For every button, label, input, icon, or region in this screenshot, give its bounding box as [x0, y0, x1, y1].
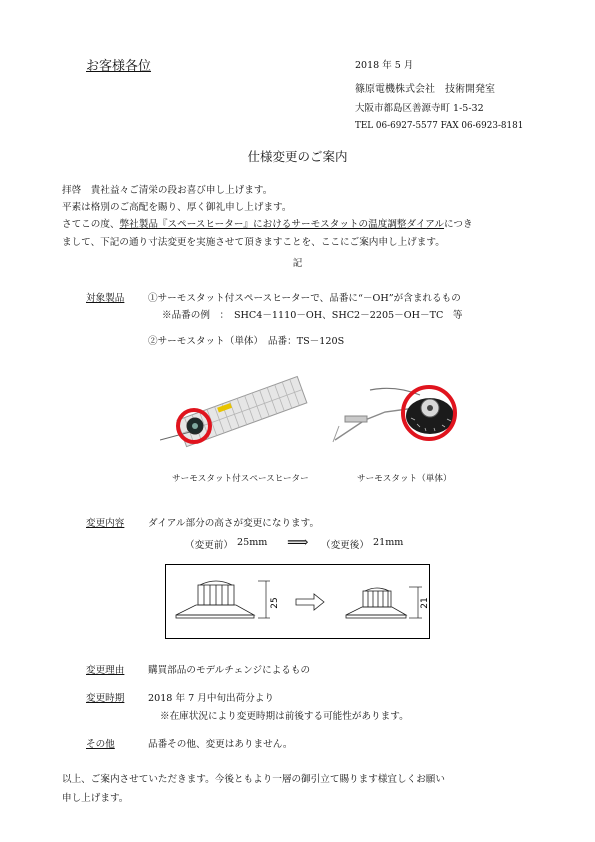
- before-label: （変更前）: [185, 540, 233, 551]
- timing-note: ※在庫状況により変更時期は前後する可能性があります。: [160, 711, 409, 722]
- change-arrow-icon: ⟹: [287, 533, 309, 551]
- thermostat-photo: [325, 370, 475, 462]
- ki-heading: 記: [292, 258, 303, 269]
- dim-after-text: 21: [420, 597, 429, 609]
- dial-before-icon: [176, 581, 254, 618]
- dim-line-before: [258, 581, 270, 618]
- date: 2018 年 5 月: [355, 60, 414, 71]
- target-item-2: ②サーモスタット（単体） 品番：TS－120S: [148, 336, 345, 347]
- company-name: 篠原電機株式会社 技術開発室: [355, 84, 495, 95]
- greeting-line-4: まして、下記の通り寸法変更を実施させて頂きますことを、ここにご案内申し上げます。: [62, 237, 445, 248]
- closing-line-1: 以上、ご案内させていただきます。今後ともより一層の御引立て賜ります様宜しくお願い: [62, 774, 445, 785]
- greeting-line-3-underlined: 弊社製品『スペースヒーター』におけるサーモスタットの温度調整ダイアル: [119, 219, 445, 230]
- dimension-diagram: [165, 564, 430, 639]
- company-tel-fax: TEL 06-6927-5577 FAX 06-6923-8181: [355, 121, 524, 131]
- dim-before-text: 25: [270, 597, 280, 609]
- greeting-line-3-post: につき: [444, 219, 473, 230]
- target-item-1: ①サーモスタット付スペースヒーターで、品番に“－OH”が含まれるもの: [148, 293, 461, 304]
- reason-text: 購買部品のモデルチェンジによるもの: [148, 665, 311, 676]
- other-text: 品番その他、変更はありません。: [148, 739, 293, 750]
- addressee: お客様各位: [86, 59, 152, 74]
- timing-text: 2018 年 7 月中旬出荷分より: [148, 693, 275, 704]
- greeting-line-1: 拝啓 貴社益々ご清栄の段お喜び申し上げます。: [62, 185, 273, 196]
- greeting-line-3-pre: さてこの度、: [62, 219, 120, 230]
- greeting-line-3: [62, 216, 473, 230]
- before-value: 25mm: [237, 537, 268, 548]
- change-text: ダイアル部分の高さが変更になります。: [148, 518, 320, 529]
- heater-photo: [160, 368, 310, 458]
- diagram-arrow-icon: [296, 594, 324, 610]
- thermostat-caption: サーモスタット（単体）: [357, 474, 452, 484]
- closing-line-2: 申し上げます。: [62, 793, 129, 804]
- heater-caption: サーモスタット付スペースヒーター: [172, 474, 309, 484]
- greeting-line-2: 平素は格別のご高配を賜り、厚く御礼申し上げます。: [62, 202, 292, 213]
- target-item-1-example: ※品番の例 ： SHC4－1110－OH、SHC2－2205－OH－TC 等: [162, 310, 463, 321]
- dial-after-icon: [346, 588, 406, 618]
- company-address: 大阪市都島区善源寺町 1-5-32: [355, 103, 484, 114]
- change-label: 変更内容: [86, 518, 125, 529]
- document-title: 仕様変更のご案内: [247, 149, 348, 164]
- timing-label: 変更時期: [86, 693, 125, 704]
- after-label: （変更後）: [321, 540, 369, 551]
- target-label: 対象製品: [86, 293, 125, 304]
- dial-comparison-drawing: [166, 565, 429, 638]
- after-value: 21mm: [373, 537, 404, 548]
- reason-label: 変更理由: [86, 665, 125, 676]
- other-label: その他: [86, 739, 115, 750]
